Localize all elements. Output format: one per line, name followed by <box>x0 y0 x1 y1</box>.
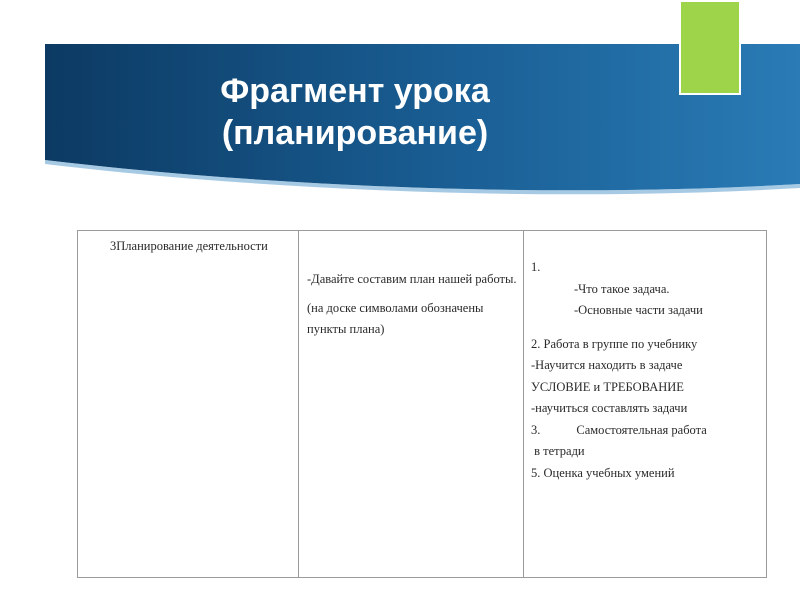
plan-item-3-continuation: в тетради <box>531 444 585 458</box>
slide-title <box>150 70 560 154</box>
table-row <box>78 231 767 578</box>
plan-item-2-sub-3: -научиться составлять задачи <box>531 401 688 415</box>
plan-item-1-number: 1. <box>531 260 541 274</box>
plan-item-3-number: 3. <box>531 422 541 437</box>
plan-item-2: 2. Работа в группе по учебнику <box>531 336 698 351</box>
plan-item-1-sub-1: -Что такое задача. <box>574 281 670 296</box>
teacher-activity-cell <box>299 231 524 578</box>
title-line-2: (планирование) <box>221 114 489 152</box>
stage-text: 3Планирование деятельности <box>110 239 268 253</box>
lesson-plan-table <box>77 230 767 578</box>
stage-cell <box>78 231 299 578</box>
plan-item-2-sub-1: -Научится находить в задаче <box>531 358 683 372</box>
plan-item-1-sub-2: -Основные части задачи <box>574 303 703 317</box>
plan-item-4: 5. Оценка учебных умений <box>531 465 675 480</box>
plan-item-2-sub-2: УСЛОВИЕ и ТРЕБОВАНИЕ <box>531 379 684 394</box>
plan-item-3-text: Самостоятельная работа <box>576 422 707 437</box>
title-line-1: Фрагмент урока <box>220 72 490 110</box>
plan-items-cell <box>524 231 767 578</box>
teacher-line-1: -Давайте составим план нашей работы. <box>307 272 517 286</box>
accent-box <box>679 0 741 95</box>
plan-item-3 <box>531 420 762 442</box>
teacher-line-2: (на доске символами обозначены пункты плана) <box>307 301 484 336</box>
